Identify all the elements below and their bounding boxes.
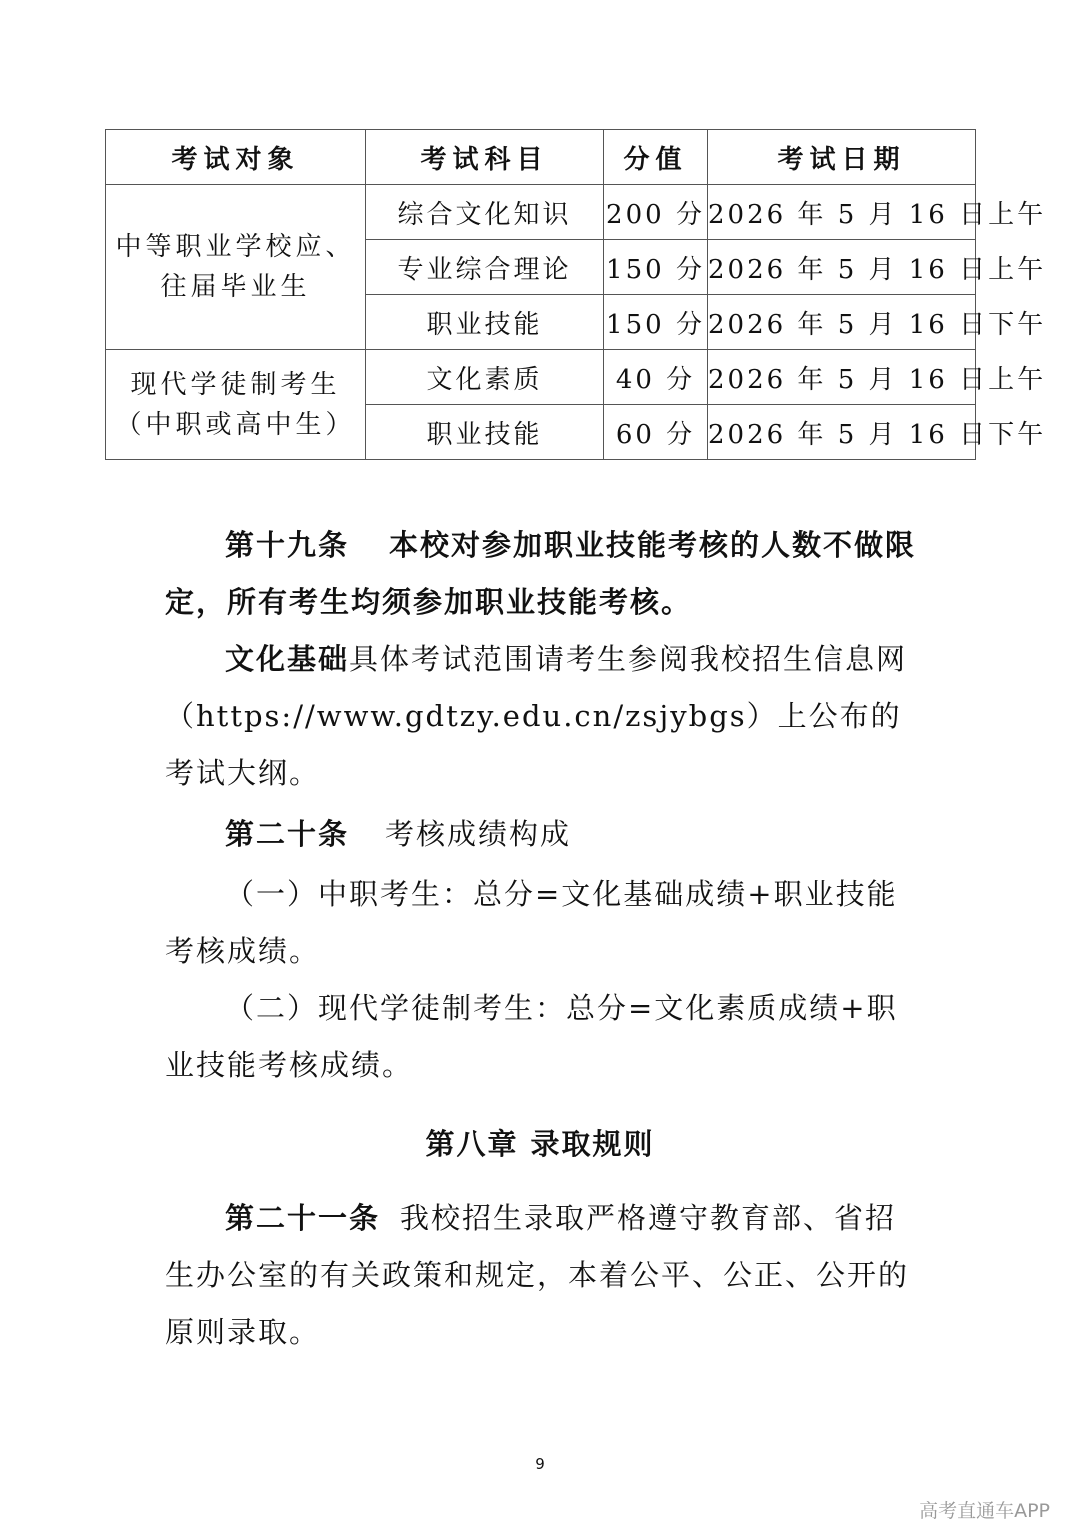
date-cell: 2026 年 5 月 16 日下午 [708, 405, 976, 460]
article-21-title: 第二十一条 [225, 1201, 381, 1235]
score-cell: 200 分 [604, 185, 708, 240]
score-cell: 60 分 [604, 405, 708, 460]
date-cell: 2026 年 5 月 16 日上午 [708, 185, 976, 240]
culture-scope-paragraph [165, 631, 925, 802]
exam-schedule-table [105, 129, 1047, 460]
score-cell: 150 分 [604, 295, 708, 350]
header-date: 考试日期 [708, 130, 976, 185]
score-cell: 40 分 [604, 350, 708, 405]
article-20-paragraph [165, 806, 925, 863]
chapter-heading: 第八章 录取规则 [425, 1127, 655, 1161]
article-20-title: 第二十条 [225, 817, 350, 851]
article-20-text: 考核成绩构成 [385, 817, 572, 851]
subject-cell: 文化素质 [366, 350, 604, 405]
date-cell: 2026 年 5 月 16 日上午 [708, 350, 976, 405]
target-group-1: 中等职业学校应、往届毕业生 [106, 185, 366, 350]
table-row [106, 350, 976, 405]
header-score: 分值 [604, 130, 708, 185]
date-cell: 2026 年 5 月 16 日上午 [708, 240, 976, 295]
subject-cell: 专业综合理论 [366, 240, 604, 295]
page-number: 9 [535, 1455, 545, 1473]
table-header-row [106, 130, 976, 185]
target-group-2: 现代学徒制考生（中职或高中生） [106, 350, 366, 460]
score-item-2-text: （二）现代学徒制考生：总分=文化素质成绩+职业技能考核成绩。 [165, 991, 898, 1082]
article-21-text: 我校招生录取严格遵守教育部、省招生办公室的有关政策和规定，本着公平、公正、公开的原则录取。 [165, 1201, 910, 1349]
subject-cell: 综合文化知识 [366, 185, 604, 240]
score-item-1 [165, 866, 925, 980]
subject-cell: 职业技能 [366, 295, 604, 350]
score-cell: 150 分 [604, 240, 708, 295]
watermark: 高考直通车APP [919, 1500, 1050, 1522]
table-row [106, 185, 976, 240]
score-item-1-text: （一）中职考生：总分=文化基础成绩+职业技能考核成绩。 [165, 877, 898, 968]
article-21-paragraph [165, 1190, 925, 1361]
score-item-2 [165, 980, 925, 1094]
subject-cell: 职业技能 [366, 405, 604, 460]
article-19-title: 第十九条 [225, 528, 350, 562]
header-subject: 考试科目 [366, 130, 604, 185]
article-19-paragraph [165, 517, 925, 631]
culture-scope-label: 文化基础 [225, 642, 350, 676]
article-19-text: 本校对参加职业技能考核的人数不做限定，所有考生均须参加职业技能考核。 [165, 528, 917, 619]
header-target: 考试对象 [106, 130, 366, 185]
culture-scope-text: 具体考试范围请考生参阅我校招生信息网（https://www.gdtzy.edu.cn/zsjybgs）上公布的考试大纲。 [165, 642, 908, 790]
date-cell: 2026 年 5 月 16 日下午 [708, 295, 976, 350]
